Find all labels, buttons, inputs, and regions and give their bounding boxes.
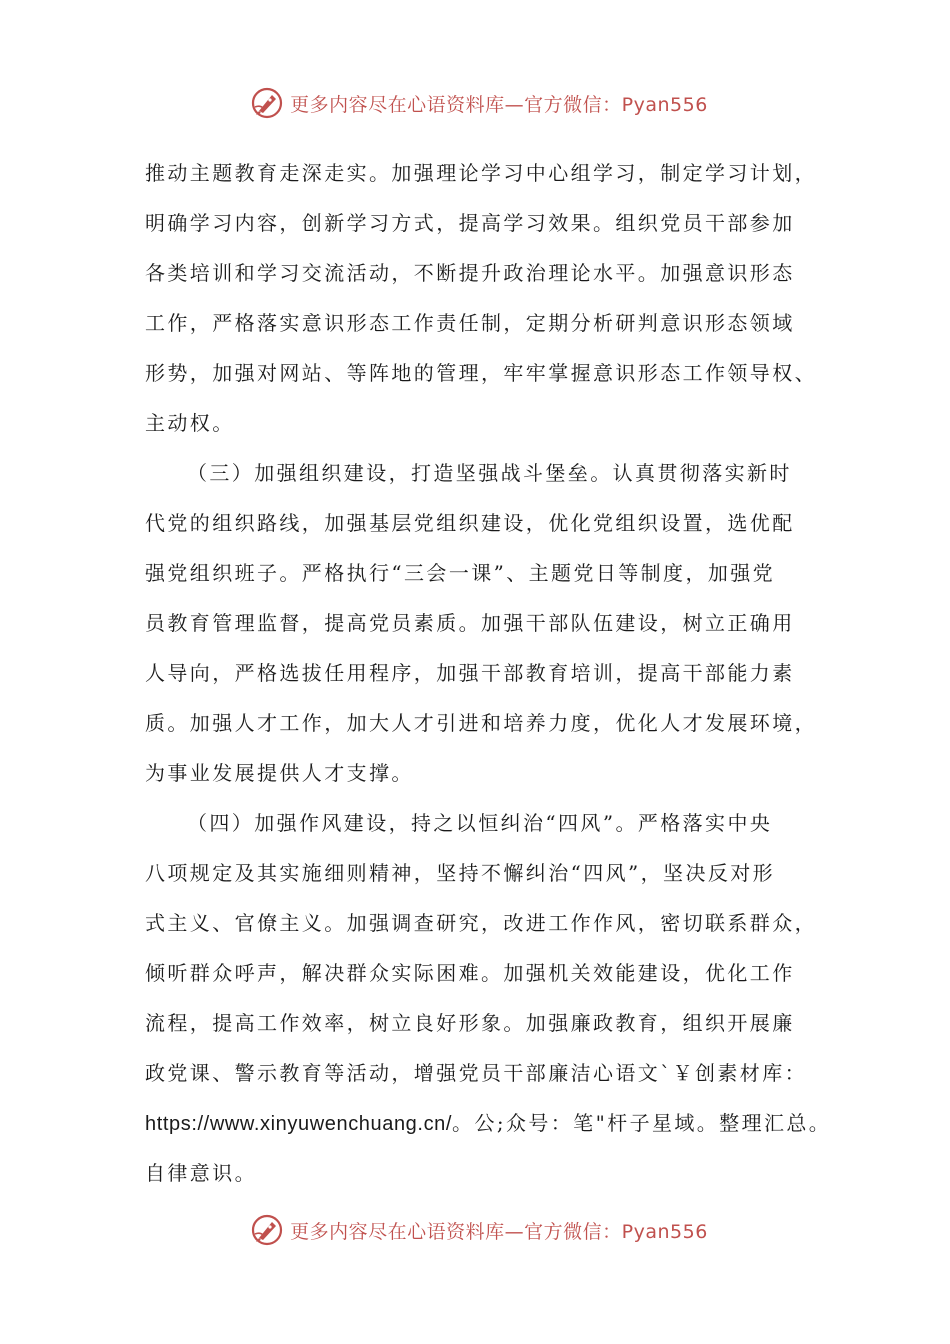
body-line: 明确学习内容，创新学习方式，提高学习效果。组织党员干部参加 [145,211,795,235]
pen-nib-seal-icon [250,1213,284,1247]
footer-banner-text: 更多内容尽在心语资料库—官方微信：Pyan556 [290,1220,708,1243]
body-line: 流程，提高工作效率，树立良好形象。加强廉政教育，组织开展廉 [145,1011,795,1035]
body-line: 政党课、警示教育等活动，增强党员干部廉洁心语文`￥创素材库： [145,1061,807,1085]
body-line: 强党组织班子。严格执行“三会一课”、主题党日等制度，加强党 [145,561,776,585]
body-line: 为事业发展提供人才支撑。 [145,761,414,785]
header-banner-text: 更多内容尽在心语资料库—官方微信：Pyan556 [290,93,708,116]
body-line: 式主义、官僚主义。加强调查研究，改进工作作风，密切联系群众， [145,911,817,935]
body-line: 主动权。 [145,411,235,435]
body-line: 人导向，严格选拔任用程序，加强干部教育培训，提高干部能力素 [145,661,795,685]
section-heading-line: （三）加强组织建设，打造坚强战斗堡垒。认真贯彻落实新时 [187,461,792,485]
footer-banner [0,1210,950,1250]
pen-nib-seal-icon [250,86,284,120]
body-line: 代党的组织路线，加强基层党组织建设，优化党组织设置，选优配 [145,511,795,535]
section-heading-line: （四）加强作风建设，持之以恒纠治“四风”。严格落实中央 [187,811,773,835]
website-link[interactable]: https://www.xinyuwenchuang.cn/ [145,1113,453,1135]
url-line [145,1098,832,1148]
body-line: 倾听群众呼声，解决群众实际困难。加强机关效能建设，优化工作 [145,961,795,985]
body-line: 八项规定及其实施细则精神，坚持不懈纠治“四风”，坚决反对形 [145,861,776,885]
body-line: 推动主题教育走深走实。加强理论学习中心组学习，制定学习计划， [145,161,817,185]
body-line: 自律意识。 [145,1161,257,1185]
body-line: 质。加强人才工作，加大人才引进和培养力度，优化人才发展环境， [145,711,817,735]
body-line: 工作，严格落实意识形态工作责任制，定期分析研判意识形态领域 [145,311,795,335]
body-line: 各类培训和学习交流活动，不断提升政治理论水平。加强意识形态 [145,261,795,285]
url-line-rest: 。公;众号：笔"杆子星域。整理汇总。 [452,1111,832,1135]
document-body [145,148,832,1198]
header-banner [0,83,950,123]
body-line: 员教育管理监督，提高党员素质。加强干部队伍建设，树立正确用 [145,611,795,635]
body-line: 形势，加强对网站、等阵地的管理，牢牢掌握意识形态工作领导权、 [145,361,817,385]
